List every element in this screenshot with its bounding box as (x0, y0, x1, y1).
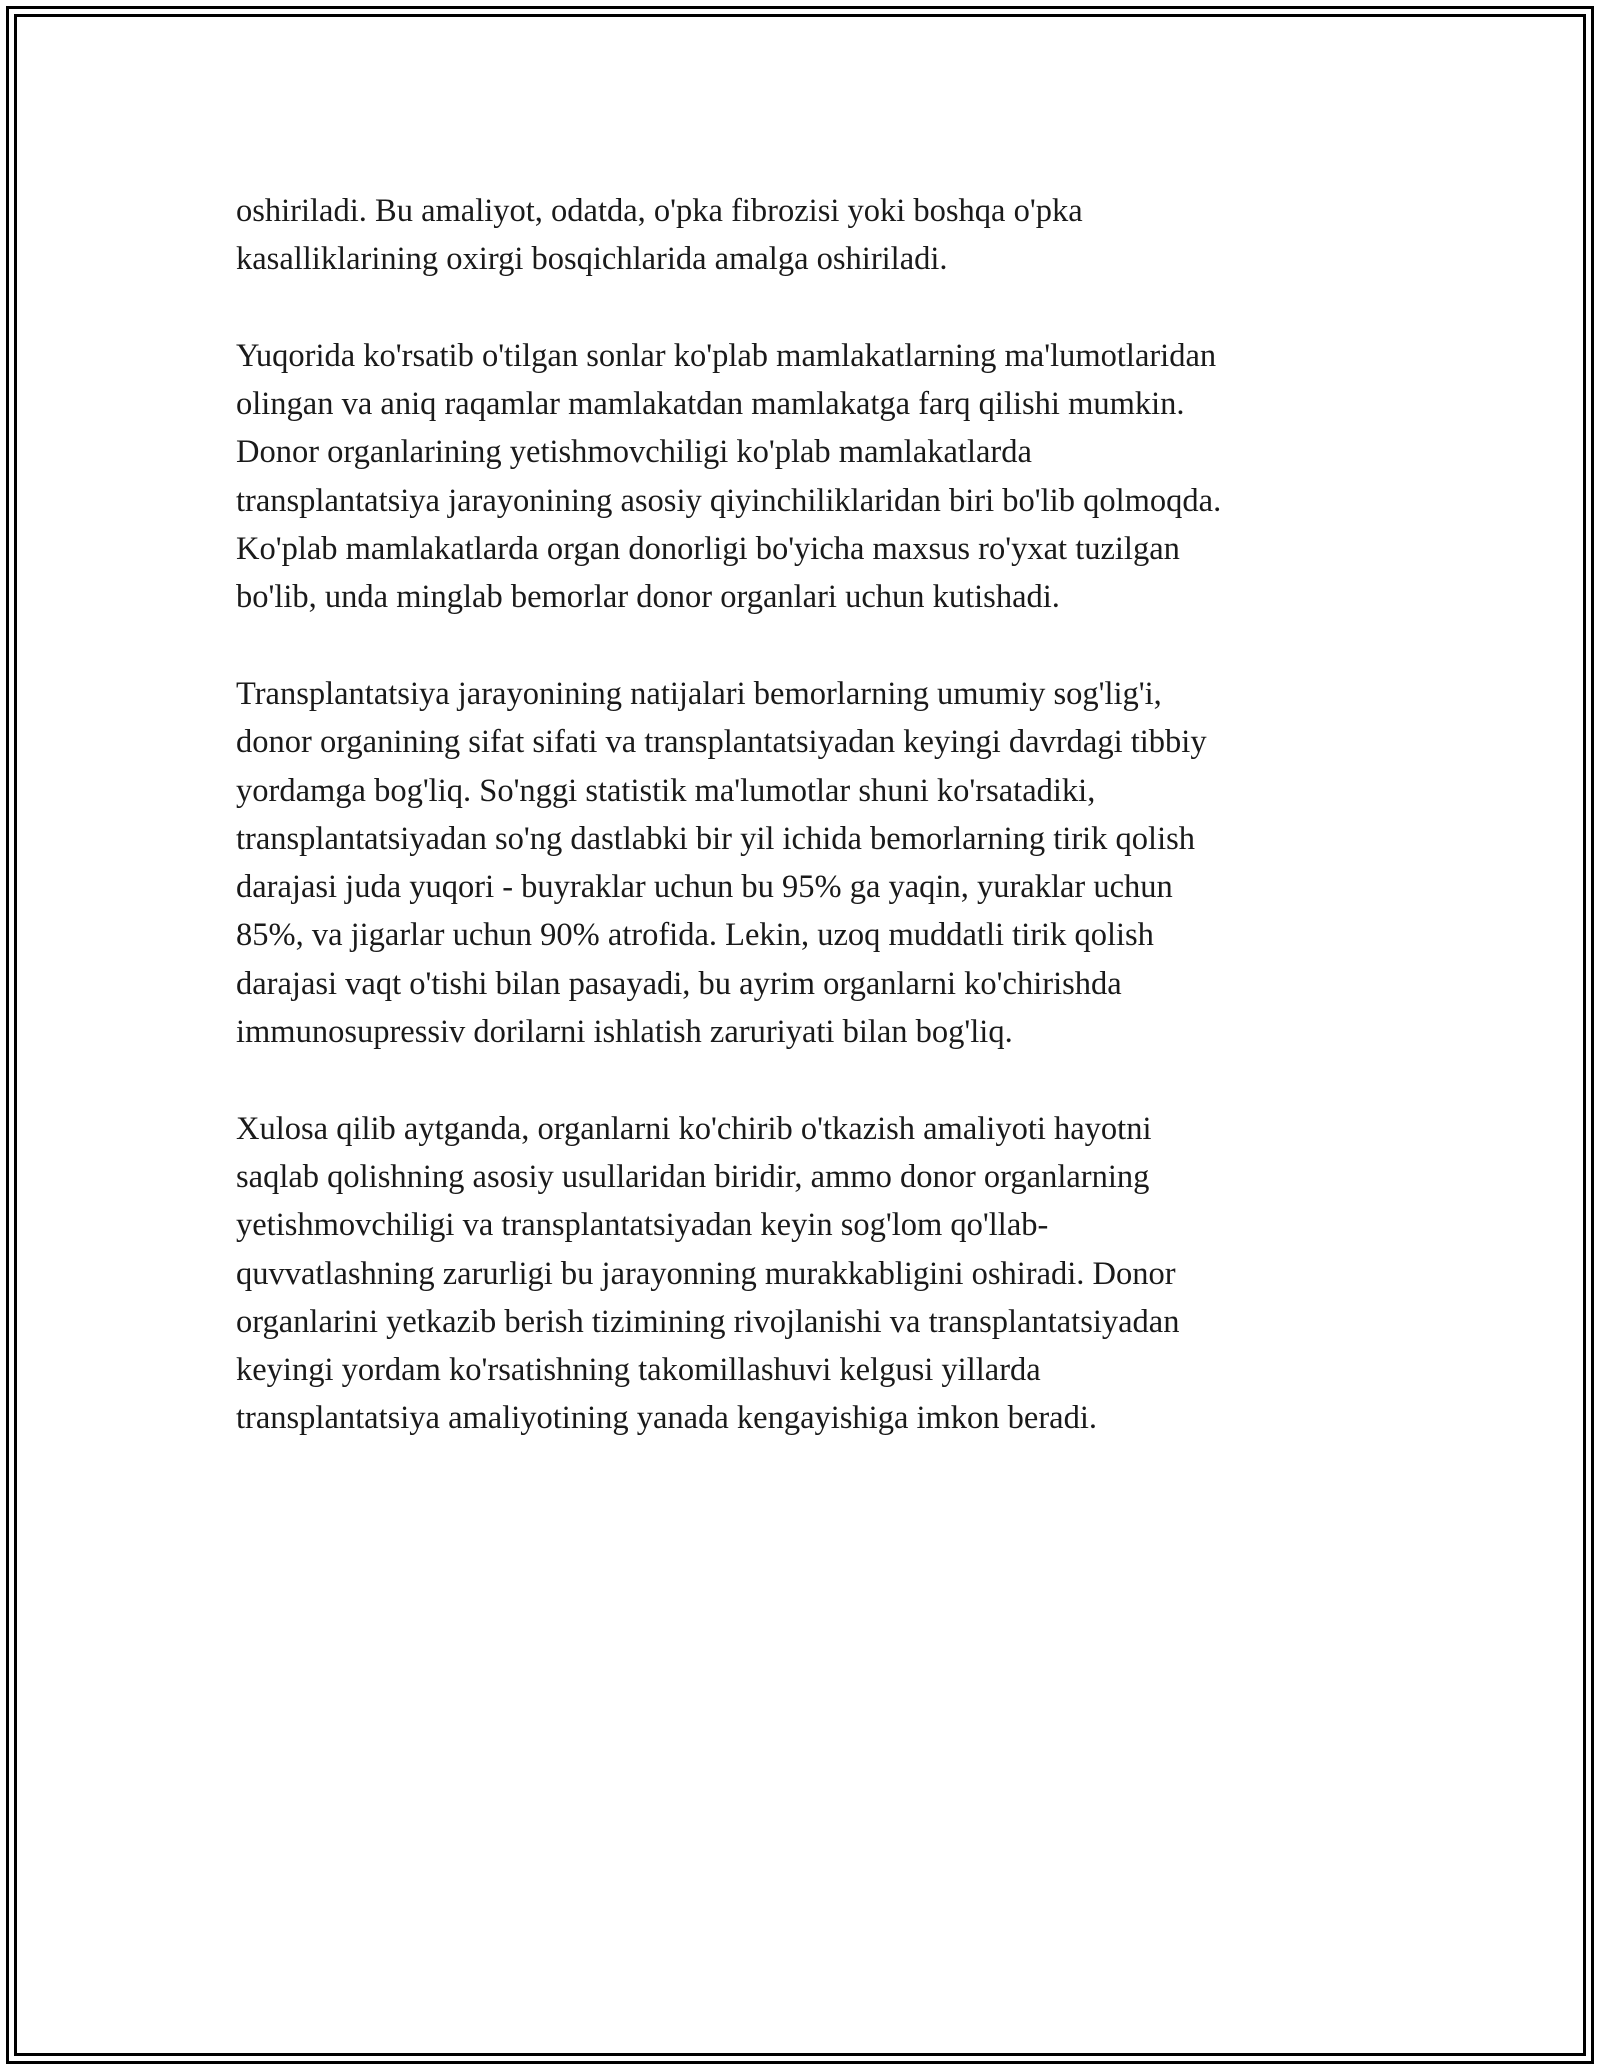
paragraph-transplant-outcomes: Transplantatsiya jarayonining natijalari bemorlarning umumiy sog'lig'i, donor organining sifat sifati va transplantatsiyadan keyingi davrdagi tibbiy yordamga bog'liq. So'nggi statistik ma'lumotlar shuni ko'rsatadiki, transplantatsiyadan so'ng dastlabki bir yil ichida bemorlarning tirik qolish darajasi juda yuqori - buyraklar uchun bu 95% ga yaqin, yuraklar uchun 85%, va jigarlar uchun 90% atrofida. Lekin, uzoq muddatli tirik qolish darajasi vaqt o'tishi bilan pasayadi, bu ayrim organlarni ko'chirishda immunosupressiv dorilarni ishlatish zaruriyati bilan bog'liq. (236, 675, 1207, 1051)
document-body (236, 187, 1356, 1491)
paragraph-lung-transplant-end: oshiriladi. Bu amaliyot, odatda, o'pka fibrozisi yoki boshqa o'pka kasalliklarining oxirgi bosqichlarida amalga oshiriladi. (236, 193, 1083, 278)
paragraph-donor-shortage: Yuqorida ko'rsatib o'tilgan sonlar ko'plab mamlakatlarning ma'lumotlaridan olingan va aniq raqamlar mamlakatdan mamlakatga farq qilishi mumkin. Donor organlarining yetishmovchiligi ko'plab mamlakatlarda transplantatsiya jarayonining asosiy qiyinchiliklaridan biri bo'lib qolmoqda. Ko'plab mamlakatlarda organ donorligi bo'yicha maxsus ro'yxat tuzilgan bo'lib, unda minglab bemorlar donor organlari uchun kutishadi. (236, 337, 1222, 616)
paragraph-conclusion: Xulosa qilib aytganda, organlarni ko'chirib o'tkazish amaliyoti hayotni saqlab qolishning asosiy usullaridan biridir, ammo donor organlarning yetishmovchiligi va transplantatsiyadan keyin sog'lom qo'llab- quvvatlashning zarurligi bu jarayonning murakkabligini oshiradi. Donor organlarini yetkazib berish tizimining rivojlanishi va transplantatsiyadan keyingi yordam ko'rsatishning takomillashuvi kelgusi yillarda transplantatsiya amaliyotining yanada kengayishiga imkon beradi. (236, 1110, 1180, 1437)
